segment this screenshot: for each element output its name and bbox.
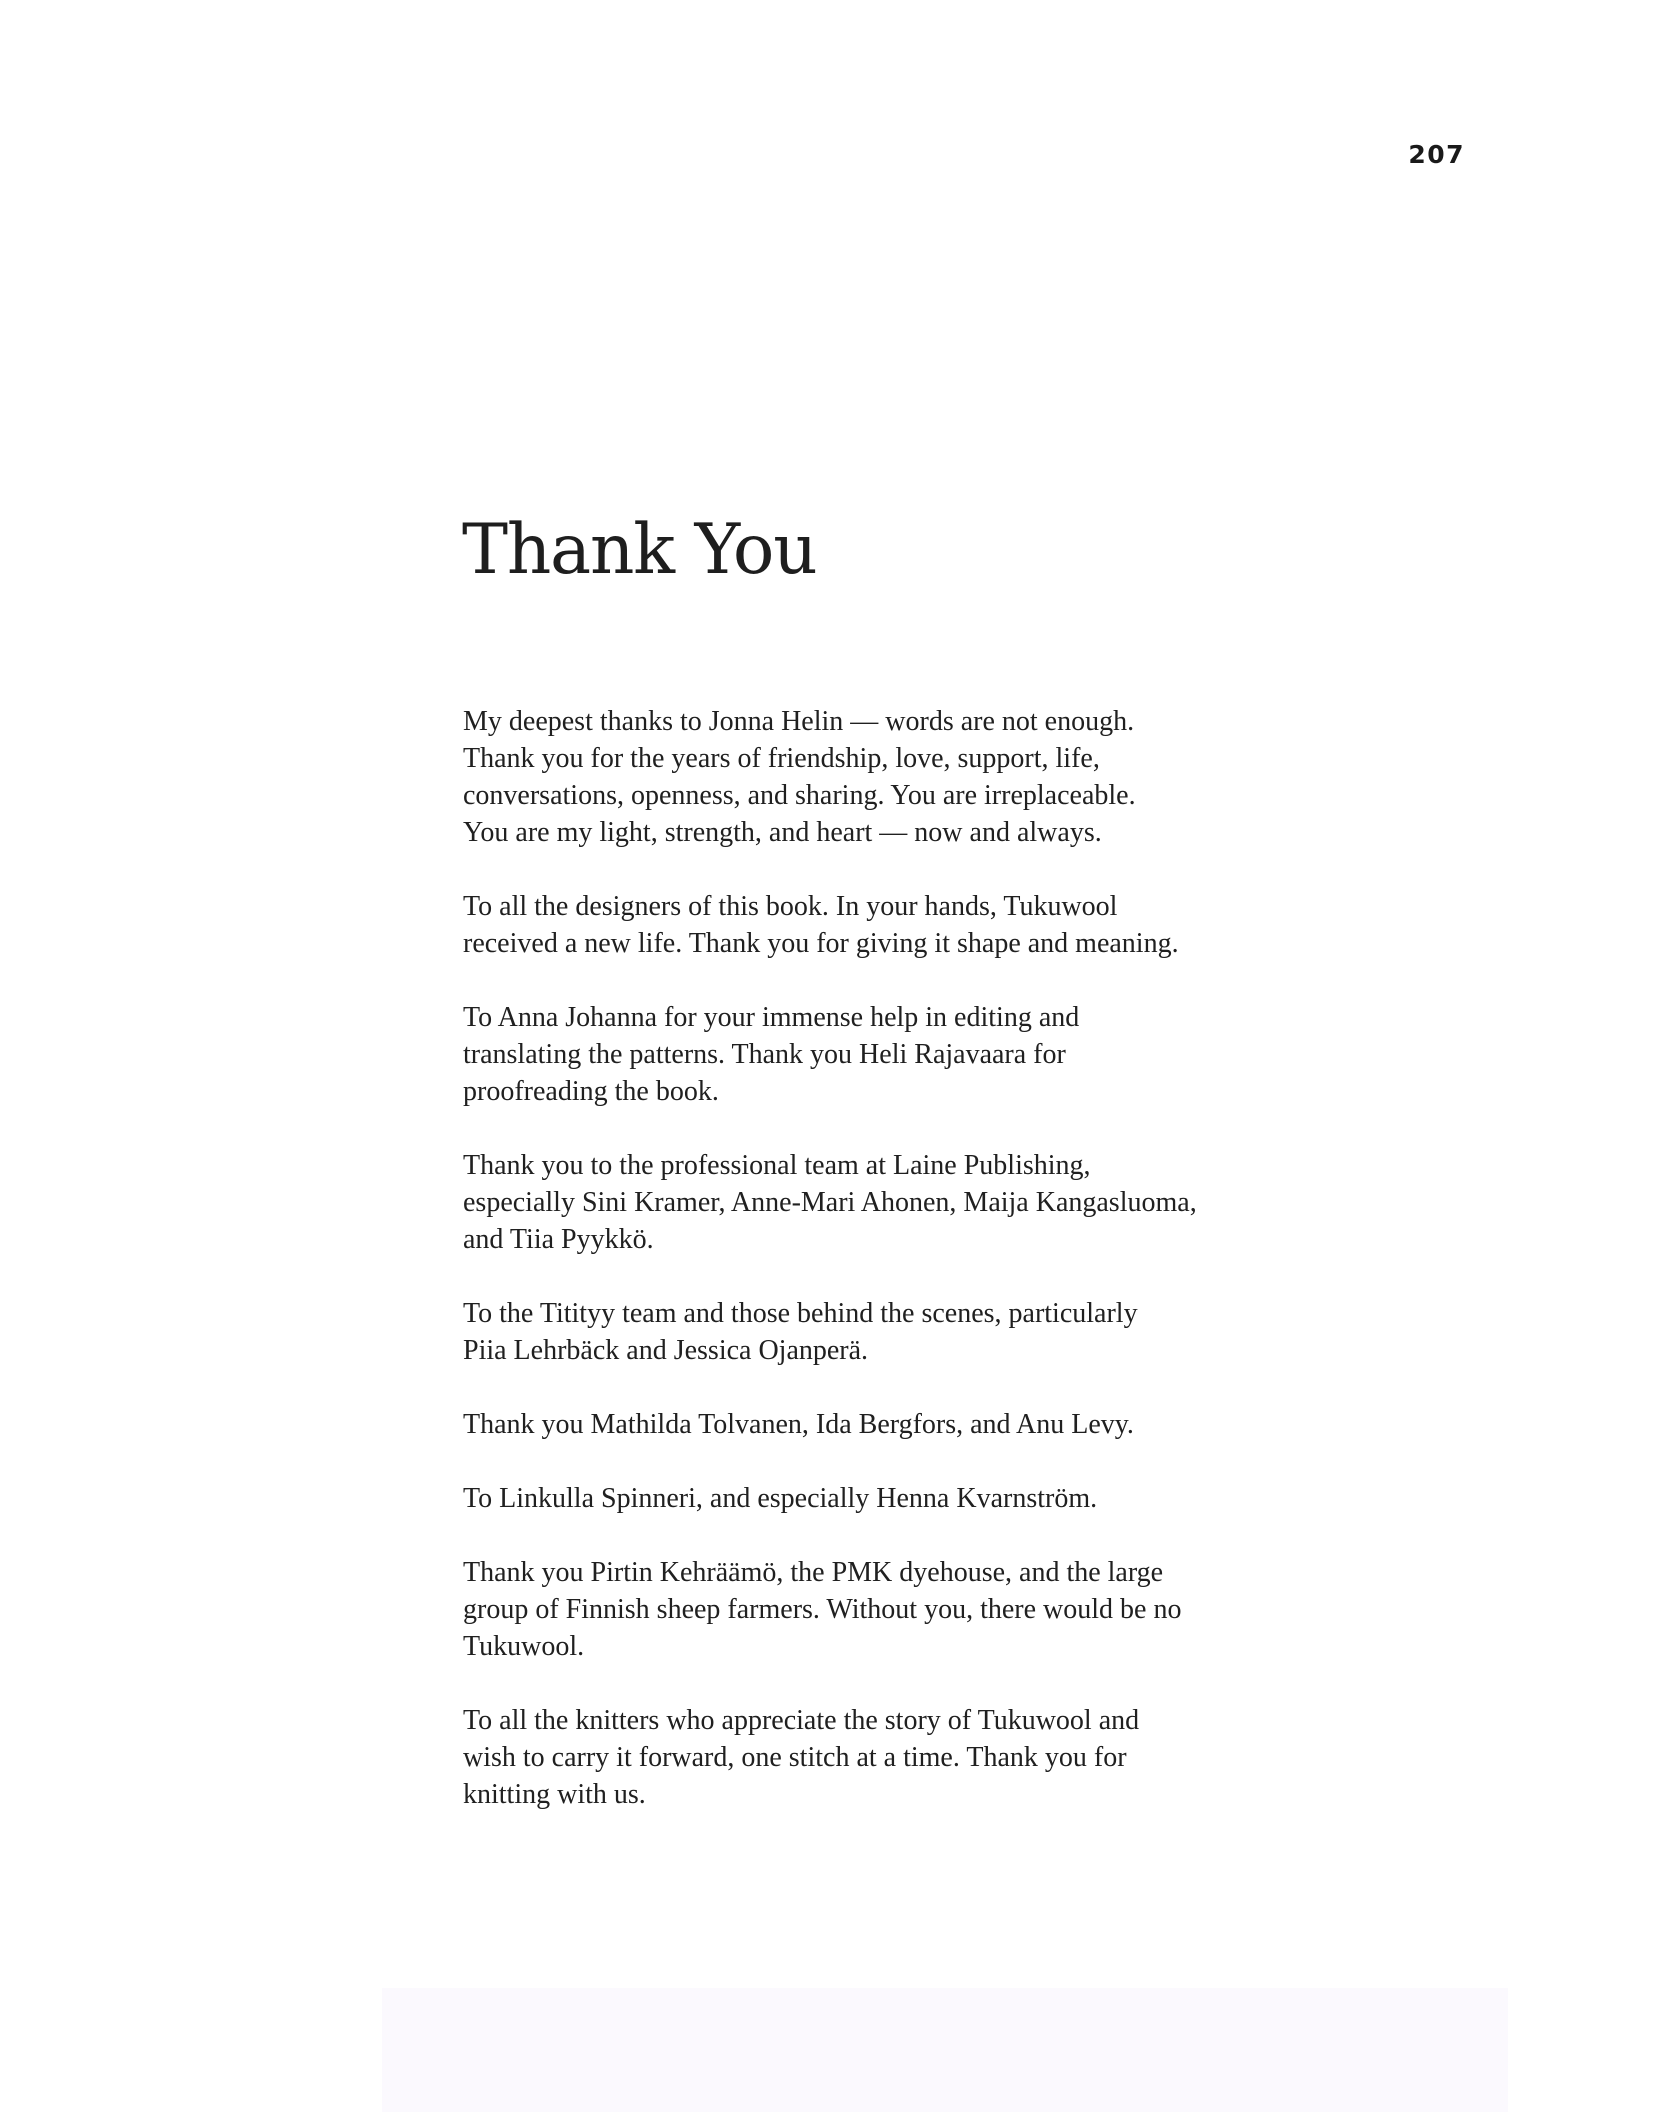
paragraph-models — [463, 1406, 1253, 1443]
text-line: To Anna Johanna for your immense help in editing and — [463, 1002, 1080, 1033]
paragraph-titityy-team — [463, 1295, 1253, 1369]
paragraph-jonna-helin — [463, 703, 1253, 851]
paragraph-publisher — [463, 1147, 1253, 1258]
paragraph-producers — [463, 1554, 1253, 1665]
acknowledgements-body — [463, 703, 1253, 1850]
text-line: wish to carry it forward, one stitch at a time. Thank you for — [463, 1742, 1127, 1773]
text-line: To Linkulla Spinneri, and especially Henna Kvarnström. — [463, 1483, 1098, 1514]
paragraph-linkulla — [463, 1480, 1253, 1517]
text-line: You are my light, strength, and heart — now and always. — [463, 817, 1102, 848]
text-line: group of Finnish sheep farmers. Without you, there would be no — [463, 1594, 1182, 1625]
text-line: proofreading the book. — [463, 1076, 719, 1107]
paragraph-knitters — [463, 1702, 1253, 1813]
text-line: especially Sini Kramer, Anne-Mari Ahonen, Maija Kangasluoma, — [463, 1187, 1197, 1218]
text-line: To all the designers of this book. In your hands, Tukuwool — [463, 891, 1118, 922]
text-line: Tukuwool. — [463, 1631, 585, 1662]
text-line: Thank you Pirtin Kehräämö, the PMK dyehouse, and the large — [463, 1557, 1164, 1588]
footer-band — [382, 1988, 1508, 2112]
page-title: Thank You — [462, 510, 817, 590]
text-line: translating the patterns. Thank you Heli Rajavaara for — [463, 1039, 1066, 1070]
text-line: knitting with us. — [463, 1779, 646, 1810]
text-line: Thank you to the professional team at Laine Publishing, — [463, 1150, 1091, 1181]
text-line: To the Titityy team and those behind the scenes, particularly — [463, 1298, 1138, 1329]
page-number: 207 — [1408, 140, 1465, 169]
text-line: Piia Lehrbäck and Jessica Ojanperä. — [463, 1335, 869, 1366]
text-line: and Tiia Pyykkö. — [463, 1224, 654, 1255]
text-line: My deepest thanks to Jonna Helin — words are not enough. — [463, 706, 1135, 737]
paragraph-editing — [463, 999, 1253, 1110]
text-line: Thank you for the years of friendship, love, support, life, — [463, 743, 1100, 774]
paragraph-designers — [463, 888, 1253, 962]
text-line: To all the knitters who appreciate the story of Tukuwool and — [463, 1705, 1140, 1736]
text-line: conversations, openness, and sharing. You are irreplaceable. — [463, 780, 1136, 811]
text-line: received a new life. Thank you for giving it shape and meaning. — [463, 928, 1179, 959]
text-line: Thank you Mathilda Tolvanen, Ida Bergfors, and Anu Levy. — [463, 1409, 1134, 1440]
